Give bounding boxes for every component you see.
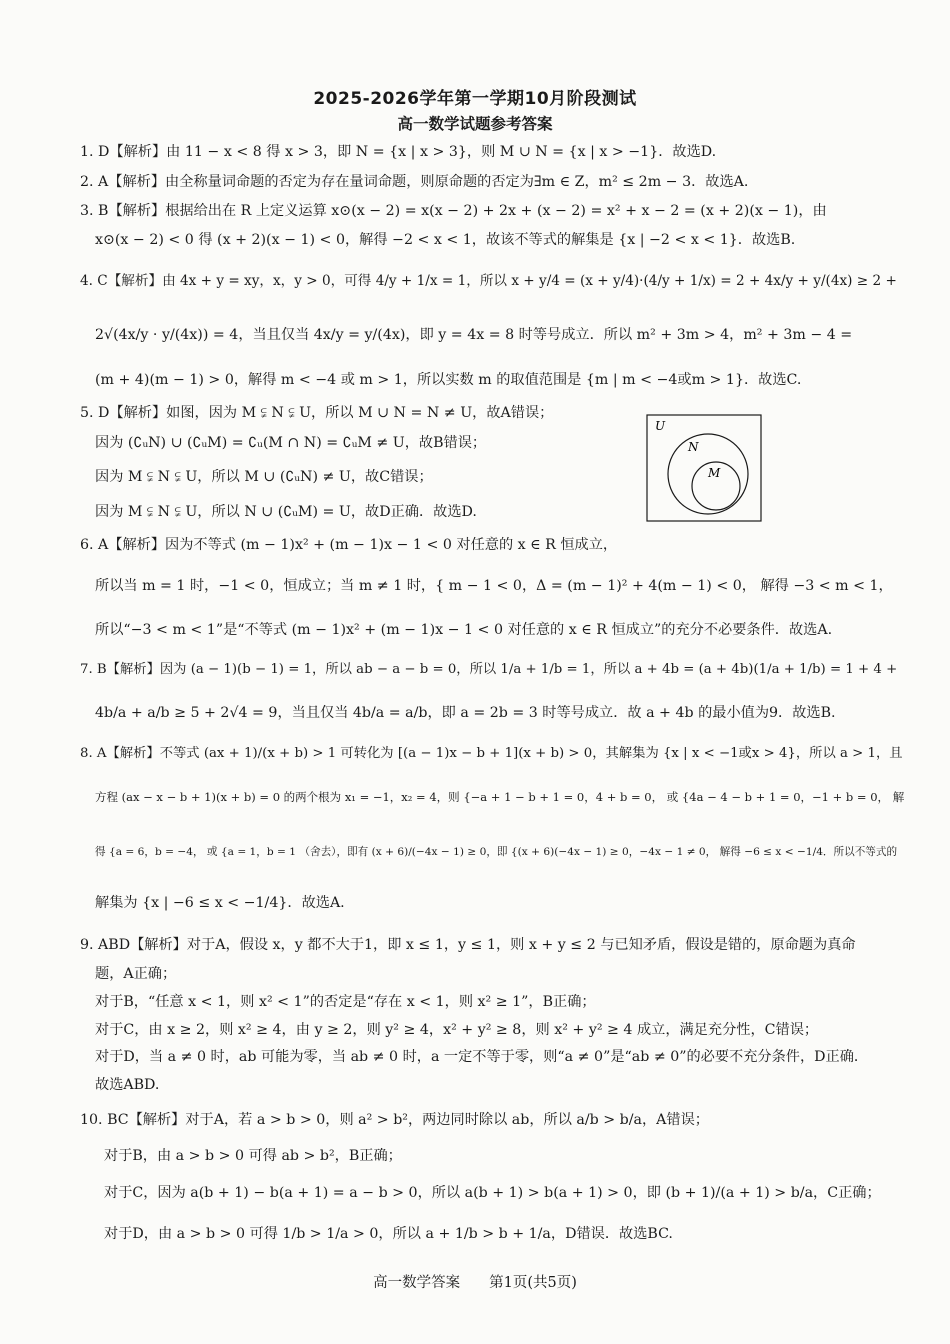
answer-line-q10a: 10. BC【解析】对于A，若 a > b > 0，则 a² > b²，两边同时除以 ab，所以 a/b > b/a，A错误；	[80, 1112, 709, 1128]
answer-line-q2: 2. A【解析】由全称量词命题的否定为存在量词命题，则原命题的否定为∃m ∈ Z，m² ≤ 2m − 3．故选A.	[80, 174, 749, 190]
answer-line-q10c: 对于C，因为 a(b + 1) − b(a + 1) = a − b > 0，所以 a(b + 1) > b(a + 1) > 0，即 (b + 1)/(a + 1) > b/a，C正确；	[104, 1185, 881, 1201]
answer-line-q10d: 对于D，由 a > b > 0 可得 1/b > 1/a > 0，所以 a + 1/b > b + 1/a，D错误．故选BC.	[104, 1226, 673, 1242]
answer-line-q8b: 方程 (ax − x − b + 1)(x + b) = 0 的两个根为 x₁ = −1，x₂ = 4，则 {−a + 1 − b + 1 = 0，4 + b = 0， 或 {4a − 4 − b + 1 = 0，−1 + b = 0， 解	[95, 790, 905, 804]
answer-line-q4c: (m + 4)(m − 1) > 0，解得 m < −4 或 m > 1，所以实数 m 的取值范围是 {m | m < −4或m > 1}．故选C.	[95, 372, 802, 388]
answer-line-q5c: 因为 M ⫋ N ⫋ U，所以 M ∪ (∁ᵤN) ≠ U，故C错误；	[95, 469, 433, 485]
answer-line-q5d: 因为 M ⫋ N ⫋ U，所以 N ∪ (∁ᵤM) = U，故D正确．故选D.	[95, 504, 477, 520]
answer-line-q5a: 5. D【解析】如图，因为 M ⫋ N ⫋ U，所以 M ∪ N = N ≠ U，故A错误；	[80, 405, 554, 421]
venn-label-m: M	[708, 466, 721, 480]
exam-title: 2025-2026学年第一学期10月阶段测试	[313, 89, 637, 109]
answer-line-q9e: 对于D，当 a ≠ 0 时，ab 可能为零，当 ab ≠ 0 时，a 一定不等于零，则“a ≠ 0”是“ab ≠ 0”的必要不充分条件，D正确．	[95, 1049, 869, 1065]
answer-line-q8c: 得 {a = 6，b = −4， 或 {a = 1，b = 1 （舍去），即有 (x + 6)/(−4x − 1) ≥ 0，即 {(x + 6)(−4x − 1) ≥ 0，−4x − 1 ≠ 0， 解得 −6 ≤ x < −1/4．所以不等式的	[95, 846, 898, 858]
answer-line-q6b: 所以当 m = 1 时，−1 < 0，恒成立；当 m ≠ 1 时，{ m − 1 < 0，Δ = (m − 1)² + 4(m − 1) < 0， 解得 −3 < m < 1，	[95, 578, 893, 594]
venn-label-u: U	[655, 419, 666, 433]
exam-subtitle: 高一数学试题参考答案	[397, 115, 553, 133]
answer-line-q8d: 解集为 {x | −6 ≤ x < −1/4}．故选A.	[95, 895, 345, 911]
answer-line-q7b: 4b/a + a/b ≥ 5 + 2√4 = 9，当且仅当 4b/a = a/b，即 a = 2b = 3 时等号成立．故 a + 4b 的最小值为9．故选B.	[95, 705, 836, 721]
answer-line-q3a: 3. B【解析】根据给出在 R 上定义运算 x⊙(x − 2) = x(x − 2) + 2x + (x − 2) = x² + x − 2 = (x + 2)(x − 1)，由	[80, 203, 827, 219]
answer-line-q1: 1. D【解析】由 11 − x < 8 得 x > 3，即 N = {x | x > 3}，则 M ∪ N = {x | x > −1}．故选D.	[80, 144, 717, 160]
venn-label-n: N	[688, 440, 699, 454]
answer-line-q3b: x⊙(x − 2) < 0 得 (x + 2)(x − 1) < 0，解得 −2 < x < 1，故该不等式的解集是 {x | −2 < x < 1}．故选B.	[95, 232, 796, 248]
answer-line-q5b: 因为 (∁ᵤN) ∪ (∁ᵤM) = ∁ᵤ(M ∩ N) = ∁ᵤM ≠ U，故B错误；	[95, 435, 487, 451]
answer-line-q9a: 9. ABD【解析】对于A，假设 x，y 都不大于1，即 x ≤ 1，y ≤ 1，则 x + y ≤ 2 与已知矛盾，假设是错的，原命题为真命	[80, 937, 856, 953]
page-footer: 高一数学答案 第1页(共5页)	[373, 1275, 577, 1291]
answer-line-q4b: 2√(4x/y · y/(4x)) = 4，当且仅当 4x/y = y/(4x)，即 y = 4x = 8 时等号成立．所以 m² + 3m > 4，m² + 3m − 4 =	[95, 327, 853, 343]
answer-line-q6c: 所以“−3 < m < 1”是“不等式 (m − 1)x² + (m − 1)x − 1 < 0 对任意的 x ∈ R 恒成立”的充分不必要条件．故选A.	[95, 622, 833, 638]
answer-line-q10b: 对于B，由 a > b > 0 可得 ab > b²，B正确；	[104, 1148, 402, 1164]
answer-line-q9d: 对于C，由 x ≥ 2，则 x² ≥ 4，由 y ≥ 2，则 y² ≥ 4，x² + y² ≥ 8，则 x² + y² ≥ 4 成立，满足充分性，C错误；	[95, 1022, 819, 1038]
answer-line-q6a: 6. A【解析】因为不等式 (m − 1)x² + (m − 1)x − 1 < 0 对任意的 x ∈ R 恒成立，	[80, 537, 618, 553]
answer-line-q8a: 8. A【解析】不等式 (ax + 1)/(x + b) > 1 可转化为 [(a − 1)x − b + 1](x + b) > 0，其解集为 {x | x < −1或x > 4}，所以 a > 1，且	[80, 746, 903, 761]
venn-diagram	[646, 414, 762, 522]
answer-line-q7a: 7. B【解析】因为 (a − 1)(b − 1) = 1，所以 ab − a − b = 0，所以 1/a + 1/b = 1，所以 a + 4b = (a + 4b)(1/a + 1/b) = 1 + 4 +	[80, 662, 898, 677]
answer-line-q9b: 题，A正确；	[95, 966, 177, 982]
answer-line-q4a: 4. C【解析】由 4x + y = xy，x，y > 0，可得 4/y + 1/x = 1，所以 x + y/4 = (x + y/4)·(4/y + 1/x) = 2 + 4x/y + y/(4x) ≥ 2 +	[80, 273, 897, 289]
answer-line-q9c: 对于B，“任意 x < 1，则 x² < 1”的否定是“存在 x < 1，则 x² ≥ 1”，B正确；	[95, 994, 596, 1010]
answer-line-q9f: 故选ABD.	[95, 1077, 160, 1093]
